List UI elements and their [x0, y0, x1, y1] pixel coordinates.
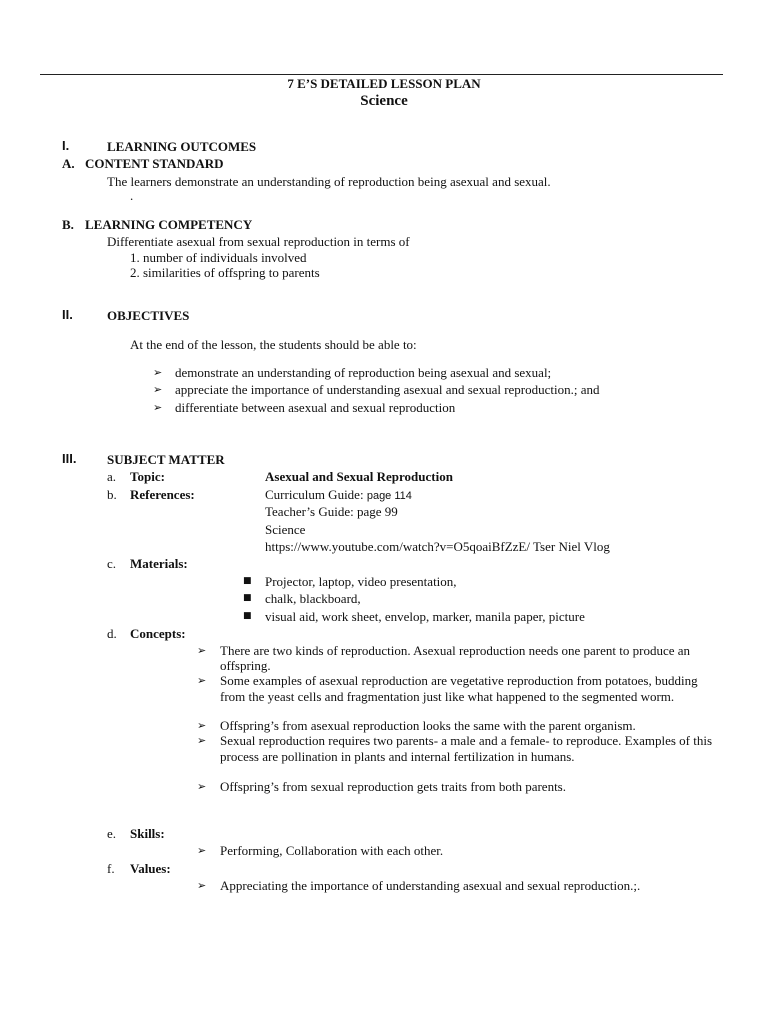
arrow-bullet-icon: ➢	[197, 674, 207, 687]
skills-letter: e.	[107, 826, 117, 841]
concept-item: Offspring’s from asexual reproduction looks the same with the parent organism.	[220, 718, 636, 733]
arrow-bullet-icon: ➢	[153, 401, 163, 414]
arrow-bullet-icon: ➢	[197, 644, 207, 657]
content-standard-label: A.	[62, 156, 75, 171]
arrow-bullet-icon: ➢	[197, 719, 207, 732]
competency-item: 1. number of individuals involved	[130, 250, 307, 265]
topic-value: Asexual and Sexual Reproduction	[265, 469, 453, 484]
reference-teachers-guide: Teacher’s Guide: page 99	[265, 504, 398, 519]
reference-curriculum-guide	[265, 487, 412, 503]
content-standard-text: The learners demonstrate an understanding of reproduction being asexual and sexual.	[107, 174, 551, 189]
section1-heading: LEARNING OUTCOMES	[107, 139, 257, 154]
section1-numeral: I.	[62, 138, 70, 153]
section3-heading: SUBJECT MATTER	[107, 452, 225, 467]
arrow-bullet-icon: ➢	[197, 879, 207, 892]
references-label: References:	[130, 487, 195, 502]
values-label: Values:	[130, 861, 171, 876]
learning-competency-heading: LEARNING COMPETENCY	[85, 217, 253, 232]
section3-numeral: III.	[62, 451, 77, 466]
value-item: Appreciating the importance of understanding asexual and sexual reproduction.;.	[220, 878, 641, 893]
reference-url: https://www.youtube.com/watch?v=O5qoaiBfZzE/ Tser Niel Vlog	[265, 539, 610, 554]
learning-competency-text: Differentiate asexual from sexual reproduction in terms of	[107, 234, 410, 249]
learning-competency-label: B.	[62, 217, 74, 232]
topic-label: Topic:	[130, 469, 165, 484]
objectives-intro: At the end of the lesson, the students should be able to:	[130, 337, 417, 352]
square-bullet-icon: ■	[243, 611, 252, 621]
reference-curriculum-guide-page: page 114	[366, 490, 412, 502]
arrow-bullet-icon: ➢	[153, 383, 163, 396]
content-standard-dot: .	[130, 188, 134, 203]
topic-letter: a.	[107, 469, 117, 484]
concept-item: Offspring’s from sexual reproduction gets traits from both parents.	[220, 779, 566, 794]
references-letter: b.	[107, 487, 117, 502]
square-bullet-icon: ■	[243, 593, 252, 603]
content-standard-heading: CONTENT STANDARD	[85, 156, 224, 171]
concepts-letter: d.	[107, 626, 117, 641]
materials-letter: c.	[107, 556, 117, 571]
material-item: chalk, blackboard,	[265, 591, 361, 606]
section2-heading: OBJECTIVES	[107, 308, 190, 323]
page-subject: Science	[360, 93, 408, 109]
arrow-bullet-icon: ➢	[197, 844, 207, 857]
concept-item: There are two kinds of reproduction. Asexual reproduction needs one parent to produce an offspring.	[220, 643, 691, 673]
skills-label: Skills:	[130, 826, 165, 841]
section2-numeral: II.	[62, 307, 73, 322]
material-item: visual aid, work sheet, envelop, marker, manila paper, picture	[265, 609, 585, 624]
skill-item: Performing, Collaboration with each other.	[220, 843, 444, 858]
material-item: Projector, laptop, video presentation,	[265, 574, 457, 589]
reference-science: Science	[265, 522, 306, 537]
header-rule	[40, 74, 723, 75]
page-title: 7 E’S DETAILED LESSON PLAN	[287, 76, 481, 91]
reference-curriculum-guide-label: Curriculum Guide:	[265, 487, 367, 502]
concept-item: Sexual reproduction requires two parents- a male and a female- to reproduce. Examples of this process are pollination in plants and internal fertilization in humans.	[220, 733, 713, 764]
arrow-bullet-icon: ➢	[197, 734, 207, 747]
values-letter: f.	[107, 861, 115, 876]
concepts-label: Concepts:	[130, 626, 186, 641]
objective-item: differentiate between asexual and sexual reproduction	[175, 400, 456, 415]
materials-label: Materials:	[130, 556, 188, 571]
competency-item: 2. similarities of offspring to parents	[130, 265, 320, 280]
arrow-bullet-icon: ➢	[153, 366, 163, 379]
objective-item: appreciate the importance of understanding asexual and sexual reproduction.; and	[175, 382, 600, 397]
arrow-bullet-icon: ➢	[197, 780, 207, 793]
concept-item: Some examples of asexual reproduction are vegetative reproduction from potatoes, budding from the yeast cells and fragmentation just like what happened to the segmented worm.	[220, 673, 698, 704]
square-bullet-icon: ■	[243, 576, 252, 586]
objective-item: demonstrate an understanding of reproduction being asexual and sexual;	[175, 365, 552, 380]
